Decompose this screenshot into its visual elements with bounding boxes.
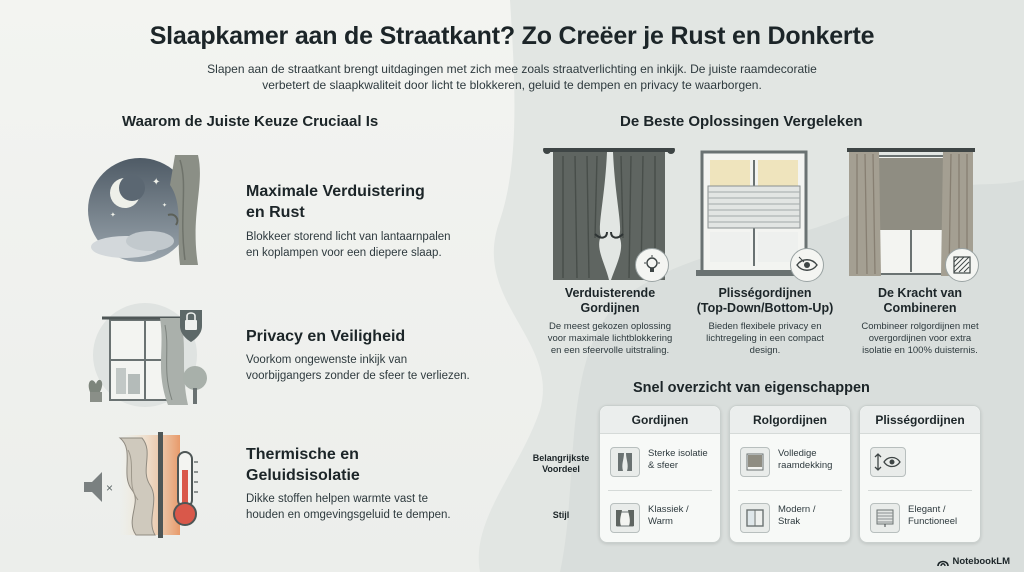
solution-title [535, 286, 685, 316]
solution-title-line: Gordijnen [580, 301, 640, 315]
row-label-main-benefit [528, 453, 594, 475]
window-lock-icon [80, 300, 215, 410]
solution-desc-line: voor maximale lichtblokkering [547, 333, 673, 344]
overview-cell [730, 494, 852, 544]
feature-desc [246, 352, 496, 384]
solution-desc-line: Combineer rolgordijnen met [861, 321, 979, 332]
overview-column-pleated-blinds [859, 405, 981, 543]
curtain-tieback-icon [610, 447, 640, 477]
overview-cell [600, 494, 722, 544]
feature-title [246, 444, 486, 486]
cell-text-line: Elegant / [908, 504, 946, 515]
solution-desc-line: lichtregeling in een compact [706, 333, 824, 344]
overview-cell [730, 438, 852, 488]
overview-cell [860, 494, 982, 544]
right-section-title: De Beste Oplossingen Vergeleken [620, 113, 863, 130]
feature-title [246, 326, 486, 347]
feature-desc [246, 491, 496, 523]
feature-insulation [80, 430, 510, 540]
solution-desc-line: isolatie en 100% duisternis. [862, 345, 978, 356]
solution-desc [835, 321, 1005, 357]
overview-cell [860, 438, 982, 488]
feature-blackout [80, 155, 510, 265]
feature-title-line: en Rust [246, 204, 305, 221]
feature-desc-line: en koplampen voor een diepere slaap. [246, 247, 442, 259]
cell-text [648, 448, 718, 472]
svg-text:✦: ✦ [110, 212, 116, 219]
updown-eye-icon [870, 447, 906, 477]
row-label-line: Voordeel [542, 464, 580, 474]
solution-title-line: De Kracht van [877, 286, 963, 300]
solution-desc-line: De meest gekozen oplossing [549, 321, 671, 332]
solution-desc-line: en een sfeervolle uitstraling. [550, 345, 670, 356]
cell-text-line: & sfeer [648, 460, 679, 471]
cell-text-line: Functioneel [908, 516, 958, 527]
feature-privacy [80, 300, 510, 410]
thermometer-sound-icon [80, 430, 215, 540]
logo-text: NotebookLM [952, 556, 1010, 567]
divider [738, 490, 842, 491]
column-header: Rolgordijnen [730, 406, 850, 434]
eye-privacy-icon [790, 248, 824, 282]
cell-text [778, 448, 848, 472]
feature-title-line: Geluidsisolatie [246, 467, 360, 484]
divider [868, 490, 972, 491]
solution-desc [525, 321, 695, 357]
cell-text-line: Klassiek / [648, 504, 689, 515]
classic-curtain-icon [610, 503, 640, 533]
feature-desc [246, 229, 496, 261]
overview-column-curtains [599, 405, 721, 543]
feature-desc-line: Voorkom ongewenste inkijk van [246, 354, 408, 366]
column-header: Gordijnen [600, 406, 720, 434]
solution-title-line: (Top-Down/Bottom-Up) [696, 301, 834, 315]
page-title: Slaapkamer aan de Straatkant? Zo Creëer je Rust en Donkerte [149, 22, 875, 50]
cell-text-line: Volledige [778, 448, 817, 459]
row-label-style: Stijl [552, 510, 570, 520]
column-header: Plisségordijnen [860, 406, 980, 434]
lightbulb-off-icon [635, 248, 669, 282]
solution-title-line: Combineren [883, 301, 957, 315]
solution-desc-line: overgordijnen voor extra [868, 333, 972, 344]
feature-desc-line: voorbijgangers zonder de sfeer te verliezen. [246, 370, 470, 382]
feature-desc-line: Dikke stoffen helpen warmte vast te [246, 493, 428, 505]
svg-text:✦: ✦ [152, 177, 161, 188]
feature-desc-line: Blokkeer storend licht van lantaarnpalen [246, 231, 451, 243]
pleated-small-icon [870, 503, 900, 533]
solution-title [690, 286, 840, 316]
solution-desc [680, 321, 850, 357]
solution-desc-line: Bieden flexibele privacy en [708, 321, 822, 332]
cell-text-line: Sterke isolatie [648, 448, 708, 459]
feature-desc-line: houden en omgevingsgeluid te dempen. [246, 509, 451, 521]
svg-text:×: × [106, 481, 114, 495]
solution-desc-line: design. [749, 345, 781, 356]
feature-title-line: Thermische en [246, 446, 359, 463]
cell-text-line: raamdekking [778, 460, 833, 471]
overview-cell [600, 438, 722, 488]
notebooklm-logo [937, 556, 1010, 567]
cell-text [648, 504, 718, 528]
row-label-line: Belangrijkste [532, 453, 590, 463]
modern-window-icon [740, 503, 770, 533]
feature-title-line: Maximale Verduistering [246, 183, 425, 200]
page-subtitle [0, 61, 1024, 93]
cell-text [908, 504, 978, 528]
cell-text [778, 504, 848, 528]
left-section-title: Waarom de Juiste Keuze Cruciaal Is [122, 113, 379, 130]
subtitle-line: verbetert de slaapkwaliteit door licht te blokkeren, geluid te dempen en privacy te waarborgen. [262, 78, 762, 92]
solution-title-line: Verduisterende [564, 286, 656, 300]
subtitle-line: Slapen aan de straatkant brengt uitdagingen met zich mee zoals straatverlichting en inkijk. De juiste raamdecoratie [207, 62, 817, 76]
header [0, 22, 1024, 93]
roller-blind-icon [740, 447, 770, 477]
feature-title-line: Privacy en Veiligheid [246, 328, 406, 345]
overview-column-roller-blinds [729, 405, 851, 543]
notebooklm-logo-icon [937, 557, 949, 567]
overview-title: Snel overzicht van eigenschappen [633, 380, 870, 396]
divider [608, 490, 712, 491]
cell-text-line: Strak [778, 516, 801, 527]
moon-window-icon [80, 155, 215, 265]
solution-title-line: Plisségordijnen [718, 286, 812, 300]
fabric-texture-icon [945, 248, 979, 282]
feature-title [246, 181, 486, 223]
cell-text-line: Modern / [778, 504, 816, 515]
solution-title [845, 286, 995, 316]
cell-text-line: Warm [648, 516, 673, 527]
svg-text:✦: ✦ [162, 203, 168, 209]
